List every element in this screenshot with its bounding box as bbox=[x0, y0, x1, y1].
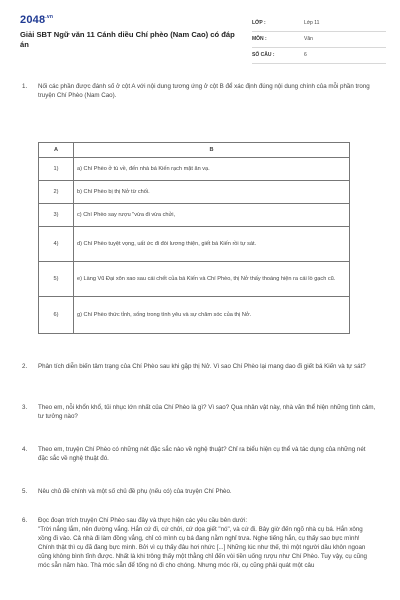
table-header-row bbox=[39, 143, 350, 158]
table-row bbox=[39, 262, 350, 297]
cell-a: 1) bbox=[39, 158, 74, 181]
question-number: 5. bbox=[22, 488, 28, 495]
question-number: 3. bbox=[22, 404, 28, 411]
cell-a: 5) bbox=[39, 262, 74, 297]
info-value: Lớp 11 bbox=[304, 20, 320, 26]
info-panel bbox=[252, 16, 386, 64]
table-row bbox=[39, 204, 350, 227]
cell-a: 4) bbox=[39, 227, 74, 262]
cell-b: b) Chí Phèo bị thị Nở từ chối. bbox=[74, 181, 350, 204]
question-text: Phân tích diễn biến tâm trạng của Chí Phèo sau khi gặp thị Nở. Vì sao Chí Phèo lại mang dao đi giết bá Kiến và tự sát? bbox=[38, 363, 366, 370]
cell-a: 2) bbox=[39, 181, 74, 204]
question-text: Nối các phần được đánh số ở cột A với nội dung tương ứng ở cột B để xác định đúng nội dung chính của mỗi phần trong truyện Chí Phèo (Nam Cao). bbox=[38, 83, 370, 99]
info-key: MÔN : bbox=[252, 36, 267, 42]
cell-b: c) Chí Phèo say rượu "vừa đi vừa chửi, bbox=[74, 204, 350, 227]
info-key: SỐ CÂU : bbox=[252, 52, 275, 58]
question-number: 4. bbox=[22, 446, 28, 453]
question-number: 1. bbox=[22, 83, 28, 90]
logo-main: 2048 bbox=[20, 14, 46, 26]
table-row bbox=[39, 297, 350, 334]
info-row-count bbox=[252, 48, 386, 64]
info-row-grade bbox=[252, 16, 386, 32]
page-header bbox=[20, 14, 384, 60]
matching-table bbox=[38, 142, 350, 334]
info-row-subject bbox=[252, 32, 386, 48]
question-number: 2. bbox=[22, 363, 28, 370]
cell-a: 6) bbox=[39, 297, 74, 334]
site-logo[interactable] bbox=[20, 14, 53, 26]
cell-b: g) Chí Phèo thức tỉnh, sống trong tình yêu và sự chăm sóc của thị Nở. bbox=[74, 297, 350, 334]
column-a-header: A bbox=[39, 143, 74, 158]
cell-a: 3) bbox=[39, 204, 74, 227]
column-b-header: B bbox=[74, 143, 350, 158]
table-row bbox=[39, 158, 350, 181]
excerpt-passage: "Trời nắng lắm, nên đường vắng. Hắn cứ đi, cứ chửi, cứ dọa giết "nó", và cứ đi. Bây giờ đến ngõ nhà cụ bá. Hắn xông xồng đi vào. Cả nhà đi làm đồng vắng, chỉ có mình cụ bá đang nằm nghỉ trưa. Nghe tiếng hắn, cụ thấy sao bực mình! Chính thật thì cụ đã đang bực mình. Bởi vì cụ thấy đâu hơi nhức [...] Những lúc như thế, thì một người dầu khôn ngoan cũng không bình tĩnh được. Nhất là khi trông thấy một thằng chỉ đến vòi tiền uống rượu như Chí Phèo. Tuy vậy, cụ cũng móc sẵn năm hào. Thà móc sẵn để tống nó đi cho chóng. Nhưng móc rồi, cụ cũng phải quát một câu bbox=[38, 526, 367, 569]
page-title: Giải SBT Ngữ văn 11 Cánh diều Chí phèo (Nam Cao) có đáp án bbox=[20, 30, 235, 49]
question-text: Đọc đoạn trích truyện Chí Phèo sau đây và thực hiện các yêu cầu bên dưới: bbox=[38, 517, 248, 524]
table-row bbox=[39, 181, 350, 204]
logo-suffix: .vn bbox=[45, 14, 54, 20]
question-text: Nêu chủ đề chính và một số chủ đề phụ (nếu có) của truyện Chí Phèo. bbox=[38, 488, 232, 495]
table-row bbox=[39, 227, 350, 262]
question-number: 6. bbox=[22, 517, 28, 524]
cell-b: e) Làng Vũ Đại xôn xao sau cái chết của bá Kiến và Chí Phèo, thị Nở thấy thoáng hiện ra cái lò gạch cũ. bbox=[74, 262, 350, 297]
info-key: LỚP : bbox=[252, 20, 266, 26]
info-value: 6 bbox=[304, 52, 307, 58]
question-text: Theo em, nỗi khổn khổ, tủi nhục lớn nhất của Chí Phèo là gì? Vì sao? Qua nhân vật này, nhà văn thể hiện những tình cảm, tư tưởng nào? bbox=[38, 404, 376, 420]
cell-b: d) Chí Phèo tuyệt vọng, uất ức đi đòi lương thiện, giết bá Kiến rồi tự sát. bbox=[74, 227, 350, 262]
cell-b: a) Chí Phèo ở tù về, đến nhà bá Kiến rạch mặt ăn vạ. bbox=[74, 158, 350, 181]
question-text: Theo em, truyện Chí Phèo có những nét đặc sắc nào về nghệ thuật? Chỉ ra biểu hiện cụ thể và tác dụng của những nét đặc sắc về nghệ thuật đó. bbox=[38, 446, 366, 462]
info-value: Văn bbox=[304, 36, 313, 42]
